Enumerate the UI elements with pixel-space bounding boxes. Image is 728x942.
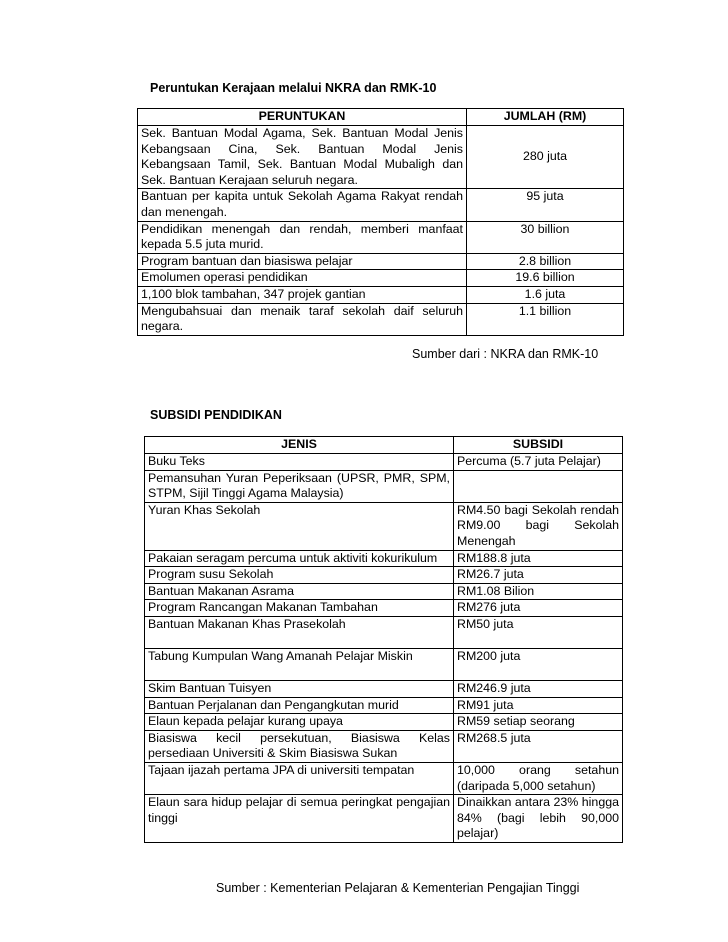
subsidy-type: Tabung Kumpulan Wang Amanah Pelajar Miskin <box>145 648 454 680</box>
table2-source: Sumber : Kementerian Pelajaran & Kementerian Pengajian Tinggi <box>216 881 580 895</box>
allocation-amount: 1.6 juta <box>467 286 624 303</box>
subsidy-type: Pakaian seragam percuma untuk aktiviti kokurikulum <box>145 550 454 567</box>
subsidy-type: Elaun kepada pelajar kurang upaya <box>145 714 454 731</box>
table-row <box>145 795 623 843</box>
subsidy-type: Bantuan Makanan Asrama <box>145 583 454 600</box>
subsidy-type: Pemansuhan Yuran Peperiksaan (UPSR, PMR, SPM, STPM, Sijil Tinggi Agama Malaysia) <box>145 470 454 502</box>
allocation-item: Bantuan per kapita untuk Sekolah Agama Rakyat rendah dan menengah. <box>138 189 467 221</box>
table-row <box>145 470 623 502</box>
allocation-item: Pendidikan menengah dan rendah, memberi manfaat kepada 5.5 juta murid. <box>138 221 467 253</box>
table1-source: Sumber dari : NKRA dan RMK-10 <box>412 347 599 361</box>
table-row <box>145 583 623 600</box>
allocation-item: 1,100 blok tambahan, 347 projek gantian <box>138 286 467 303</box>
column-header: JUMLAH (RM) <box>467 109 624 126</box>
subsidy-type: Elaun sara hidup pelajar di semua peringkat pengajian tinggi <box>145 795 454 843</box>
allocation-amount: 280 juta <box>467 126 624 189</box>
subsidy-type: Skim Bantuan Tuisyen <box>145 680 454 697</box>
allocation-item: Mengubahsuai dan menaik taraf sekolah daif seluruh negara. <box>138 303 467 335</box>
subsidy-value: RM276 juta <box>454 600 623 617</box>
subsidy-value: RM59 setiap seorang <box>454 714 623 731</box>
subsidy-type: Program Rancangan Makanan Tambahan <box>145 600 454 617</box>
allocation-item: Emolumen operasi pendidikan <box>138 270 467 287</box>
column-header: JENIS <box>145 437 454 454</box>
column-header: SUBSIDI <box>454 437 623 454</box>
subsidy-value: RM268.5 juta <box>454 730 623 762</box>
allocation-amount: 19.6 billion <box>467 270 624 287</box>
table-row <box>145 714 623 731</box>
subsidy-type: Buku Teks <box>145 454 454 471</box>
allocation-item: Sek. Bantuan Modal Agama, Sek. Bantuan Modal Jenis Kebangsaan Cina, Sek. Bantuan Modal Jenis Kebangsaan Tamil, Sek. Bantuan Modal Mubaligh dan Sek. Bantuan Kerajaan seluruh negara. <box>138 126 467 189</box>
table-row <box>145 567 623 584</box>
subsidy-type: Yuran Khas Sekolah <box>145 502 454 550</box>
subsidy-type: Bantuan Makanan Khas Prasekolah <box>145 616 454 648</box>
allocation-item: Program bantuan dan biasiswa pelajar <box>138 253 467 270</box>
subsidy-type: Bantuan Perjalanan dan Pengangkutan murid <box>145 697 454 714</box>
table-row <box>145 762 623 794</box>
table-row <box>145 502 623 550</box>
allocation-amount: 1.1 billion <box>467 303 624 335</box>
table1-title: Peruntukan Kerajaan melalui NKRA dan RMK-10 <box>150 81 437 95</box>
table-row <box>145 648 623 680</box>
table-row <box>138 286 624 303</box>
subsidy-value: RM246.9 juta <box>454 680 623 697</box>
subsidy-value: 10,000 orang setahun (daripada 5,000 setahun) <box>454 762 623 794</box>
table-row <box>138 126 624 189</box>
subsidy-value: Percuma (5.7 juta Pelajar) <box>454 454 623 471</box>
subsidy-value: Dinaikkan antara 23% hingga 84% (bagi lebih 90,000 pelajar) <box>454 795 623 843</box>
subsidy-value: RM200 juta <box>454 648 623 680</box>
subsidy-value: RM188.8 juta <box>454 550 623 567</box>
table-row <box>138 189 624 221</box>
table-row <box>138 270 624 287</box>
table-row <box>145 600 623 617</box>
subsidy-value: RM4.50 bagi Sekolah rendah RM9.00 bagi Sekolah Menengah <box>454 502 623 550</box>
allocation-amount: 95 juta <box>467 189 624 221</box>
table-row <box>145 550 623 567</box>
subsidy-type: Tajaan ijazah pertama JPA di universiti tempatan <box>145 762 454 794</box>
table-row <box>145 730 623 762</box>
column-header: PERUNTUKAN <box>138 109 467 126</box>
table-row <box>138 253 624 270</box>
table-row <box>145 680 623 697</box>
table-row <box>138 303 624 335</box>
table-header-row <box>145 437 623 454</box>
allocation-table <box>137 108 624 336</box>
table-row <box>145 454 623 471</box>
subsidy-value: RM50 juta <box>454 616 623 648</box>
table-row <box>145 616 623 648</box>
subsidy-value <box>454 470 623 502</box>
subsidy-value: RM1.08 Bilion <box>454 583 623 600</box>
subsidy-table <box>144 436 623 843</box>
table-row <box>138 221 624 253</box>
allocation-amount: 30 billion <box>467 221 624 253</box>
allocation-amount: 2.8 billion <box>467 253 624 270</box>
subsidy-value: RM26.7 juta <box>454 567 623 584</box>
table2-title: SUBSIDI PENDIDIKAN <box>150 408 282 422</box>
subsidy-value: RM91 juta <box>454 697 623 714</box>
table-row <box>145 697 623 714</box>
subsidy-type: Program susu Sekolah <box>145 567 454 584</box>
table-header-row <box>138 109 624 126</box>
subsidy-type: Biasiswa kecil persekutuan, Biasiswa Kelas persediaan Universiti & Skim Biasiswa Sukan <box>145 730 454 762</box>
